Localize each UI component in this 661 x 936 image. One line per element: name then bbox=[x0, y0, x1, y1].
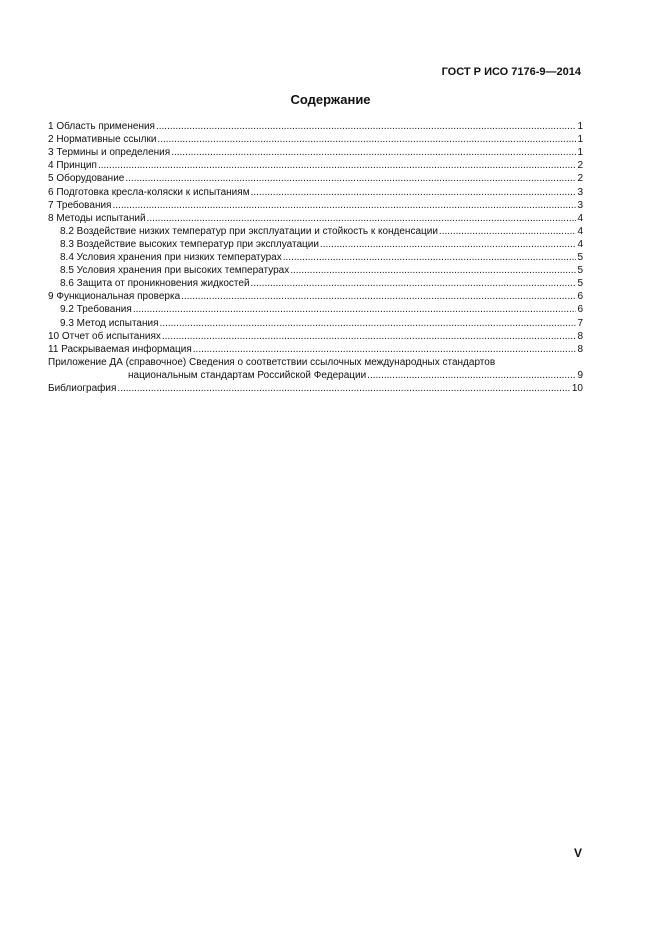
toc-entry-page: 3 bbox=[577, 186, 583, 198]
toc-entry[interactable] bbox=[48, 120, 583, 133]
dot-leader bbox=[283, 252, 577, 264]
dot-leader bbox=[193, 344, 577, 356]
toc-entry-label: 7 Требования bbox=[48, 199, 112, 211]
toc-entry[interactable] bbox=[48, 199, 583, 212]
dot-leader bbox=[157, 134, 576, 146]
toc-entry-page: 1 bbox=[577, 147, 583, 159]
toc-entry-page: 4 bbox=[577, 238, 583, 250]
toc-entry-label: 5 Оборудование bbox=[48, 173, 125, 185]
toc-annex-entry-continued[interactable] bbox=[48, 369, 583, 382]
dot-leader bbox=[181, 291, 576, 303]
toc-entry-label: 3 Термины и определения bbox=[48, 147, 171, 159]
toc-entry[interactable] bbox=[48, 330, 583, 343]
toc-entry-page: 1 bbox=[577, 134, 583, 146]
dot-leader bbox=[117, 383, 570, 395]
dot-leader bbox=[367, 370, 576, 382]
page-number: V bbox=[573, 846, 582, 860]
toc-entry-page: 5 bbox=[577, 265, 583, 277]
toc-entry-page: 2 bbox=[577, 173, 583, 185]
dot-leader bbox=[320, 239, 577, 251]
toc-entry[interactable] bbox=[48, 172, 583, 185]
toc-entry-label: 8.6 Защита от проникновения жидкостей bbox=[60, 278, 250, 290]
toc-entry-label: 8.3 Воздействие высоких температур при эксплуатации bbox=[60, 238, 319, 250]
toc-entry-page: 8 bbox=[577, 330, 583, 342]
dot-leader bbox=[125, 173, 576, 185]
dot-leader bbox=[439, 226, 577, 238]
toc-entry-page: 8 bbox=[577, 343, 583, 355]
toc-entry-label: Библиография bbox=[48, 382, 117, 394]
toc-annex-label-line1: Приложение ДА (справочное) Сведения о соответствии ссылочных международных стандартов bbox=[48, 356, 496, 368]
toc-entry-label: 9 Функциональная проверка bbox=[48, 291, 181, 303]
toc-entry-page: 10 bbox=[571, 382, 583, 394]
dot-leader bbox=[251, 278, 577, 290]
toc-entry-page: 5 bbox=[577, 278, 583, 290]
toc-entry-label: 1 Область применения bbox=[48, 121, 155, 133]
dot-leader bbox=[171, 147, 576, 159]
toc-entry[interactable] bbox=[48, 146, 583, 159]
toc-entry-page: 6 bbox=[577, 304, 583, 316]
toc-entry-label: 10 Отчет об испытаниях bbox=[48, 330, 161, 342]
toc-entry[interactable] bbox=[48, 290, 583, 303]
dot-leader bbox=[290, 265, 576, 277]
toc-annex-label-line2: национальным стандартам Российской Федерации bbox=[128, 369, 367, 381]
toc-entry[interactable] bbox=[48, 343, 583, 356]
toc-subentry[interactable] bbox=[48, 303, 583, 316]
toc-entry-label: 9.3 Метод испытания bbox=[60, 317, 159, 329]
toc-entry-label: 9.2 Требования bbox=[60, 304, 132, 316]
toc-entry-page: 9 bbox=[577, 369, 583, 381]
toc-entry-page: 7 bbox=[577, 317, 583, 329]
toc-subentry[interactable] bbox=[48, 225, 583, 238]
toc-entry-page: 2 bbox=[577, 160, 583, 172]
toc-entry[interactable] bbox=[48, 185, 583, 198]
dot-leader bbox=[162, 331, 577, 343]
dot-leader bbox=[112, 200, 576, 212]
toc-entry-page: 5 bbox=[577, 252, 583, 264]
toc-subentry[interactable] bbox=[48, 264, 583, 277]
toc-entry-page: 6 bbox=[577, 291, 583, 303]
dot-leader bbox=[160, 318, 577, 330]
document-id: ГОСТ Р ИСО 7176-9—2014 bbox=[441, 66, 581, 78]
toc-subentry[interactable] bbox=[48, 277, 583, 290]
dot-leader bbox=[133, 304, 577, 316]
toc-entry-page: 4 bbox=[577, 225, 583, 237]
dot-leader bbox=[98, 160, 577, 172]
toc-entry-page: 1 bbox=[577, 121, 583, 133]
dot-leader bbox=[147, 213, 577, 225]
toc-entry-label: 6 Подготовка кресла-коляски к испытаниям bbox=[48, 186, 250, 198]
toc-entry-label: 2 Нормативные ссылки bbox=[48, 134, 157, 146]
toc-entry-label: 4 Принцип bbox=[48, 160, 97, 172]
toc-entry-label: 11 Раскрываемая информация bbox=[48, 343, 192, 355]
toc-entry-page: 4 bbox=[577, 212, 583, 224]
toc-entry[interactable] bbox=[48, 159, 583, 172]
toc-subentry[interactable] bbox=[48, 251, 583, 264]
toc-subentry[interactable] bbox=[48, 238, 583, 251]
toc-entry-label: 8.2 Воздействие низких температур при эксплуатации и стойкость к конденсации bbox=[60, 225, 438, 237]
dot-leader bbox=[156, 121, 576, 133]
page-title: Содержание bbox=[290, 92, 371, 107]
dot-leader bbox=[251, 187, 577, 199]
toc-entry-label: 8.5 Условия хранения при высоких температурах bbox=[60, 265, 290, 277]
toc-entry-page: 3 bbox=[577, 199, 583, 211]
toc-entry[interactable] bbox=[48, 212, 583, 225]
toc-subentry[interactable] bbox=[48, 316, 583, 329]
toc-bibliography-entry[interactable] bbox=[48, 382, 583, 395]
toc-entry[interactable] bbox=[48, 133, 583, 146]
toc-entry-label: 8.4 Условия хранения при низких температурах bbox=[60, 252, 282, 264]
toc-annex-entry[interactable] bbox=[48, 356, 583, 369]
toc-entry-label: 8 Методы испытаний bbox=[48, 212, 146, 224]
table-of-contents bbox=[48, 120, 583, 395]
